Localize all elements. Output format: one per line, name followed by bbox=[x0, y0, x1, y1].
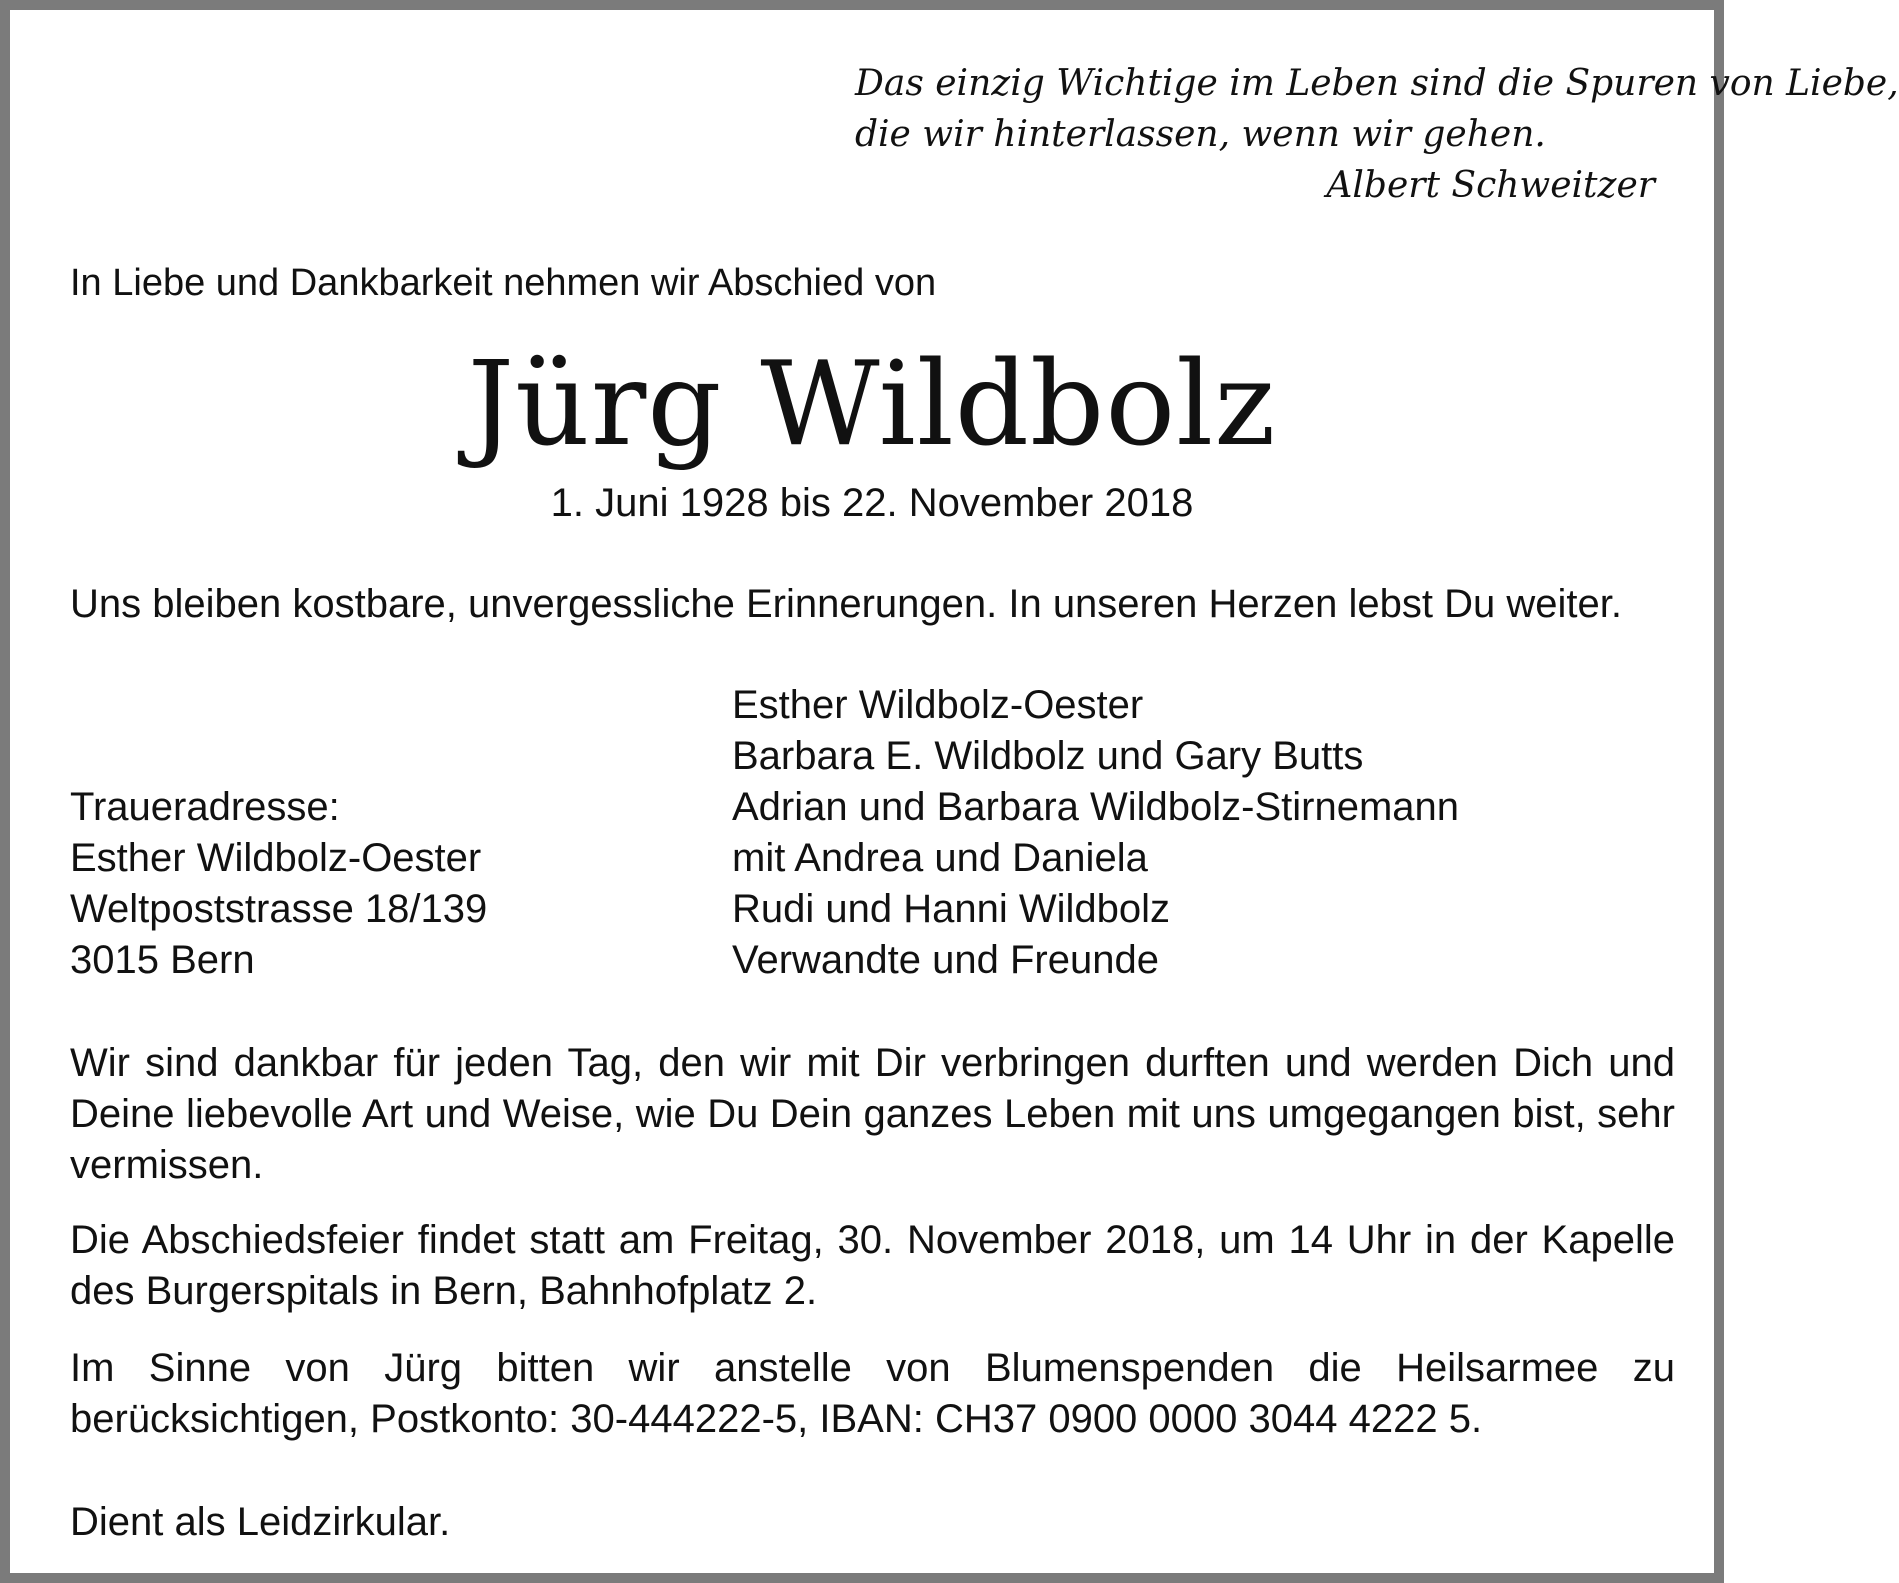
mourner-item: Adrian und Barbara Wildbolz-Stirnemann bbox=[732, 785, 1460, 829]
address-street: Weltpoststrasse 18/139 bbox=[70, 887, 488, 931]
address-label: Traueradresse: bbox=[70, 785, 340, 829]
quote-author: Albert Schweitzer bbox=[1326, 165, 1655, 206]
mourning-address bbox=[70, 782, 487, 986]
donation-paragraph: Im Sinne von Jürg bitten wir anstelle von Blumenspenden die Heilsarmee zu berücksichtigen, Postkonto: 30-444222-5, IBAN: CH37 0900 0000 3044 4222 5. bbox=[70, 1346, 1675, 1441]
epigraph-quote bbox=[695, 58, 1899, 211]
mourner-item: Rudi und Hanni Wildbolz bbox=[732, 887, 1171, 931]
mourner-item: Barbara E. Wildbolz und Gary Butts bbox=[732, 734, 1364, 778]
ceremony-paragraph: Die Abschiedsfeier findet statt am Freitag, 30. November 2018, um 14 Uhr in der Kapelle des Burgerspitals in Bern, Bahnhofplatz 2. bbox=[70, 1218, 1675, 1313]
memory-text: Uns bleiben kostbare, unvergessliche Erinnerungen. In unseren Herzen lebst Du weiter. bbox=[70, 582, 1622, 626]
life-dates: 1. Juni 1928 bis 22. November 2018 bbox=[550, 481, 1194, 525]
mourner-item: Verwandte und Freunde bbox=[732, 938, 1159, 982]
mourners-list bbox=[732, 680, 1459, 986]
address-name: Esther Wildbolz-Oester bbox=[70, 836, 482, 880]
mourner-item: mit Andrea und Daniela bbox=[732, 836, 1148, 880]
mourner-item: Esther Wildbolz-Oester bbox=[732, 683, 1144, 727]
gratitude-paragraph: Wir sind dankbar für jeden Tag, den wir mit Dir verbringen durften und werden Dich und Deine liebevolle Art und Weise, wie Du Dein ganzes Leben mit uns umgegangen bist, sehr vermissen. bbox=[70, 1041, 1675, 1187]
footer-note: Dient als Leidzirkular. bbox=[70, 1500, 451, 1544]
deceased-name: Jürg Wildbolz bbox=[467, 337, 1277, 472]
address-city: 3015 Bern bbox=[70, 938, 255, 982]
quote-line: Das einzig Wichtige im Leben sind die Spuren von Liebe, bbox=[855, 63, 1899, 104]
intro-text: In Liebe und Dankbarkeit nehmen wir Abschied von bbox=[70, 262, 937, 304]
quote-line: die wir hinterlassen, wenn wir gehen. bbox=[855, 114, 1546, 155]
